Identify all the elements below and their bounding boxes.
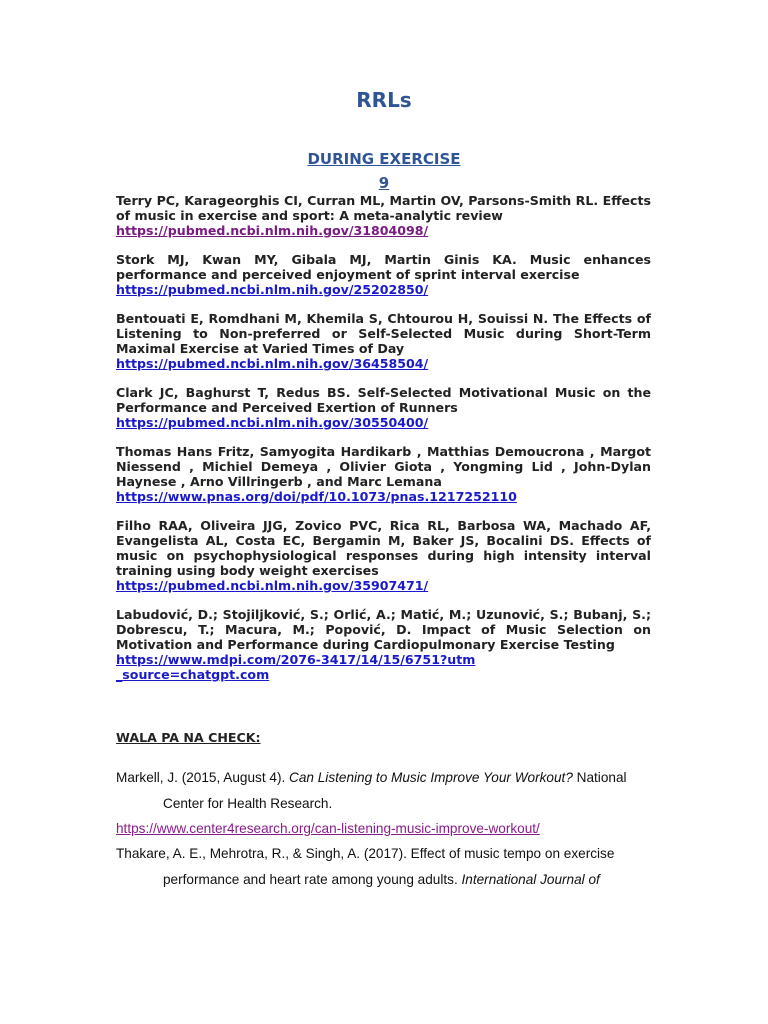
reference-text: Thomas Hans Fritz, Samyogita Hardikarb , Matthias Demoucrona , Margot Niessend , Michiel Demeya , Olivier Giota , Yongming Lid , John-Dylan Haynese , Arno Villringerb , and Marc Lemana xyxy=(116,444,651,489)
reference-item xyxy=(116,444,651,504)
section-heading: DURING EXERCISE xyxy=(307,150,461,168)
apa-lead: Markell, J. (2015, August 4). xyxy=(116,770,290,785)
apa-entry-text xyxy=(116,841,661,892)
unchecked-heading: WALA PA NA CHECK: xyxy=(116,730,261,745)
apa-italic-title: International Journal of xyxy=(461,871,600,887)
reference-text: Stork MJ, Kwan MY, Gibala MJ, Martin Ginis KA. Music enhances performance and perceived enjoyment of sprint interval exercise xyxy=(116,252,651,282)
reference-text: Filho RAA, Oliveira JJG, Zovico PVC, Rica RL, Barbosa WA, Machado AF, Evangelista AL, Costa EC, Bergamin M, Baker JS, Bocalini DS. Effects of music on psychophysiological responses during high intensity interval training using body weight exercises xyxy=(116,518,651,578)
reference-link[interactable]: https://pubmed.ncbi.nlm.nih.gov/31804098/ xyxy=(116,223,429,238)
reference-text: Terry PC, Karageorghis CI, Curran ML, Martin OV, Parsons-Smith RL. Effects of music in exercise and sport: A meta-analytic review xyxy=(116,193,651,223)
reference-link[interactable]: https://pubmed.ncbi.nlm.nih.gov/25202850/ xyxy=(116,282,429,297)
reference-item xyxy=(116,252,651,297)
apa-entry xyxy=(116,765,661,842)
apa-tail: National Center for Health Research. xyxy=(163,770,627,811)
reference-item xyxy=(116,518,651,593)
document-title: RRLs xyxy=(356,88,412,112)
reference-link[interactable]: https://pubmed.ncbi.nlm.nih.gov/35907471/ xyxy=(116,578,429,593)
reference-link[interactable]: https://pubmed.ncbi.nlm.nih.gov/36458504/ xyxy=(116,356,429,371)
apa-italic-title: Can Listening to Music Improve Your Workout? xyxy=(289,770,573,785)
reference-text: Labudović, D.; Stojiljković, S.; Orlić, A.; Matić, M.; Uzunović, S.; Bubanj, S.; Dobrescu, T.; Macura, M.; Popović, D. Impact of Music Selection on Motivation and Performance during Cardiopulmonary Exercise Testing xyxy=(116,607,651,652)
apa-entry-text xyxy=(116,765,661,816)
apa-entry xyxy=(116,841,661,892)
apa-link[interactable]: https://www.center4research.org/can-listening-music-improve-workout/ xyxy=(116,821,540,836)
reference-text: Clark JC, Baghurst T, Redus BS. Self-Selected Motivational Music on the Performance and Perceived Exertion of Runners xyxy=(116,385,651,415)
reference-item xyxy=(116,193,651,238)
section-count: 9 xyxy=(378,174,390,192)
reference-list xyxy=(116,193,651,696)
reference-item xyxy=(116,385,651,430)
reference-link[interactable]: https://pubmed.ncbi.nlm.nih.gov/30550400/ xyxy=(116,415,429,430)
reference-link[interactable]: https://www.pnas.org/doi/pdf/10.1073/pnas.1217252110 xyxy=(116,489,517,504)
reference-item xyxy=(116,607,651,682)
apa-lead: Thakare, A. E., Mehrotra, R., & Singh, A. (2017). Effect of music tempo on exercise performance and heart rate among young adults. xyxy=(116,846,615,887)
reference-item xyxy=(116,311,651,371)
reference-link[interactable]: https://www.mdpi.com/2076-3417/14/15/6751?utm_source=chatgpt.com xyxy=(116,652,476,682)
apa-url-line xyxy=(116,816,661,842)
reference-text: Bentouati E, Romdhani M, Khemila S, Chtourou H, Souissi N. The Effects of Listening to Non-preferred or Self-Selected Music during Short-Term Maximal Exercise at Varied Times of Day xyxy=(116,311,651,356)
